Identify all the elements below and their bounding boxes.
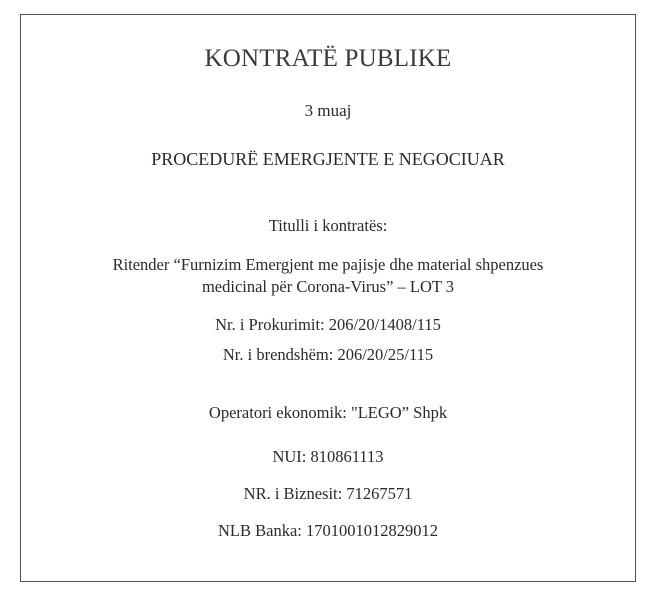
economic-operator: Operatori ekonomik: "LEGO” Shpk	[208, 403, 448, 422]
contract-heading: KONTRATË PUBLIKE	[204, 45, 452, 72]
contract-title-label: Titulli i kontratës:	[268, 216, 388, 235]
procurement-number: Nr. i Prokurimit: 206/20/1408/115	[215, 315, 441, 334]
contract-title-line-2: medicinal për Corona-Virus” – LOT 3	[201, 277, 455, 296]
bank-account: NLB Banka: 1701001012829012	[218, 521, 438, 540]
internal-number: Nr. i brendshëm: 206/20/25/115	[222, 345, 434, 364]
business-number: NR. i Biznesit: 71267571	[243, 484, 413, 503]
nui-number: NUI: 810861113	[272, 447, 384, 466]
contract-title	[20, 254, 636, 298]
contract-duration: 3 muaj	[304, 101, 352, 120]
contract-title-line-1: Ritender “Furnizim Emergjent me pajisje dhe material shpenzues	[112, 255, 544, 274]
procedure-type: PROCEDURË EMERGJENTE E NEGOCIUAR	[151, 149, 505, 169]
